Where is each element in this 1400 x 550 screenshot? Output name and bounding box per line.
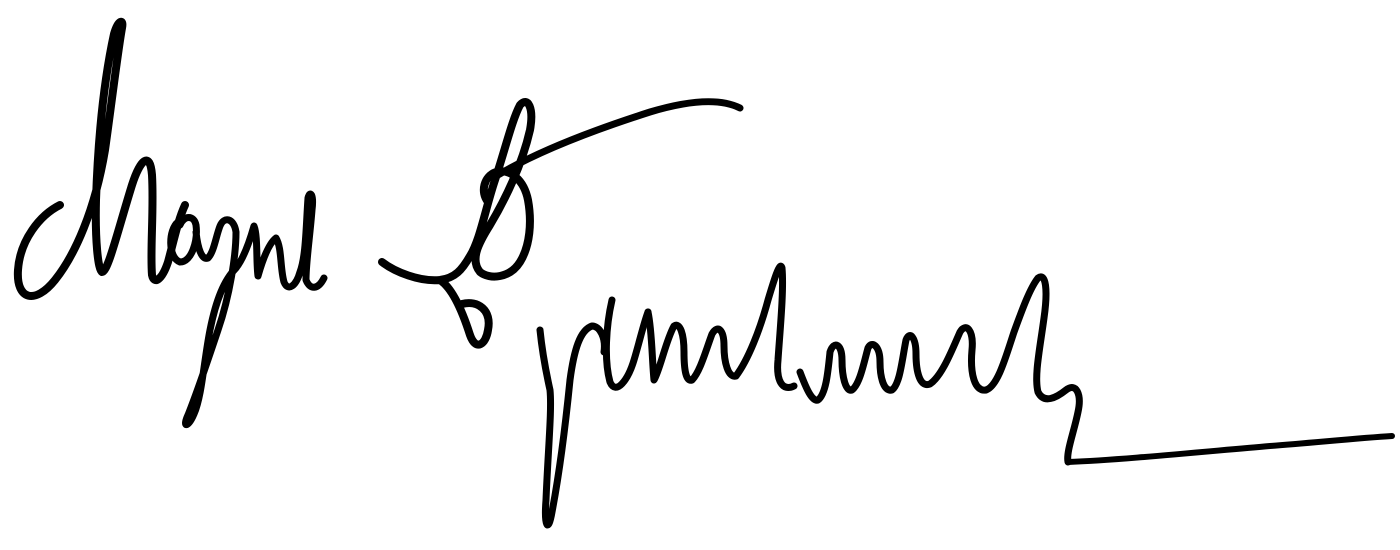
signature-stroke-sson (800, 277, 1079, 462)
signature-stroke-nj (648, 312, 736, 380)
signature-stroke-underline (1068, 436, 1392, 462)
signature-stroke-m (18, 22, 185, 296)
signature-stroke-b (382, 102, 531, 345)
signature-stroke-nus (236, 194, 324, 287)
signature-stroke-lf (736, 266, 794, 387)
signature-stroke-ag (171, 218, 236, 425)
signature-stroke-ry (540, 300, 648, 525)
